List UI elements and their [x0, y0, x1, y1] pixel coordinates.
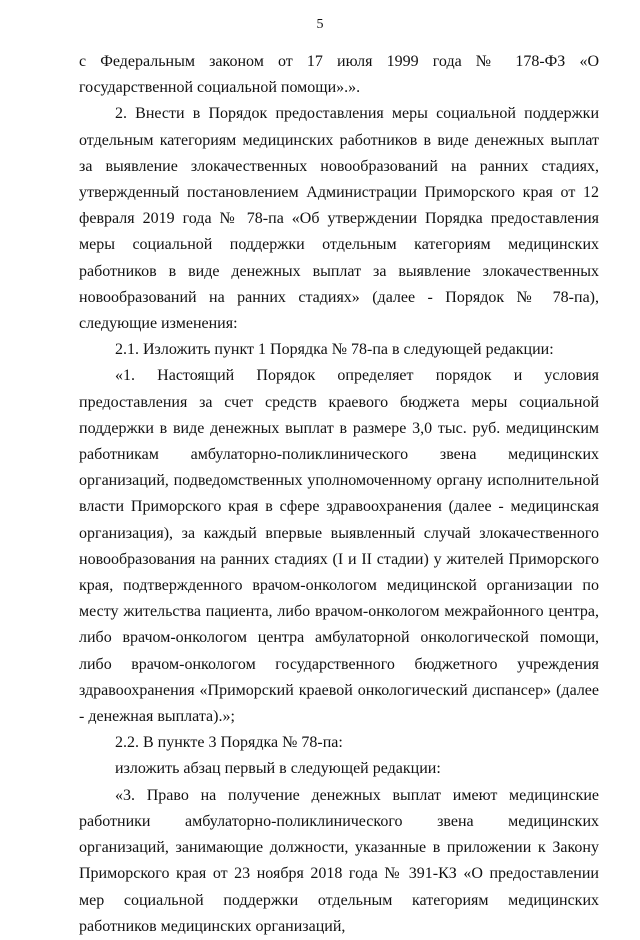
paragraph-quoted-clause-1: «1. Настоящий Порядок определяет порядок и условия предоставления за счет средств краевого бюджета меры социальной поддержки в виде денежных выплат в размере 3,0 тыс. руб. медицинским работникам амбулаторно-поликлинического звена медицинских организаций, подведомственных уполномоченному органу исполнительной власти Приморского края в сфере здравоохранения (далее - медицинская организация), за каждый впервые выявленный случай злокачественного новообразования на ранних стадиях (I и II стадии) у жителей Приморского края, подтвержденного врачом-онкологом медицинской организации по месту жительства пациента, либо врачом-онкологом межрайонного центра, либо врачом-онкологом центра амбулаторной онкологической помощи, либо врачом-онкологом государственного бюджетного учреждения здравоохранения «Приморский краевой онкологический диспансер» (далее - денежная выплата).»; [79, 367, 599, 726]
page-number: 5 [316, 17, 324, 32]
paragraph-item-2: 2. Внести в Порядок предоставления меры социальной поддержки отдельным категориям медицинских работников в виде денежных выплат за выявление злокачественных новообразований на ранних стадиях, утвержденный постановлением Администрации Приморского края от 12 февраля 2019 года № 78-па «Об утверждении Порядка предоставления меры социальной поддержки отдельным категориям медицинских работников в виде денежных выплат за выявление злокачественных новообразований на ранних стадиях» (далее - Порядок № 78-па), следующие изменения: [79, 105, 599, 333]
document-body [79, 49, 599, 940]
paragraph-item-2-2: 2.2. В пункте 3 Порядка № 78-па: [115, 734, 343, 752]
paragraph-instruction: изложить абзац первый в следующей редакции: [115, 760, 441, 778]
paragraph-quoted-clause-3: «3. Право на получение денежных выплат имеют медицинские работники амбулаторно-поликлинического звена медицинских организаций, занимающие должности, указанные в приложении к Закону Приморского края от 23 ноября 2018 года № 391-КЗ «О предоставлении мер социальной поддержки отдельным категориям медицинских работников медицинских организаций, [79, 786, 599, 935]
paragraph-item-2-1: 2.1. Изложить пункт 1 Порядка № 78-па в следующей редакции: [115, 341, 554, 359]
paragraph-continuation: с Федеральным законом от 17 июля 1999 года № 178-ФЗ «О государственной социальной помощи».». [79, 53, 599, 97]
